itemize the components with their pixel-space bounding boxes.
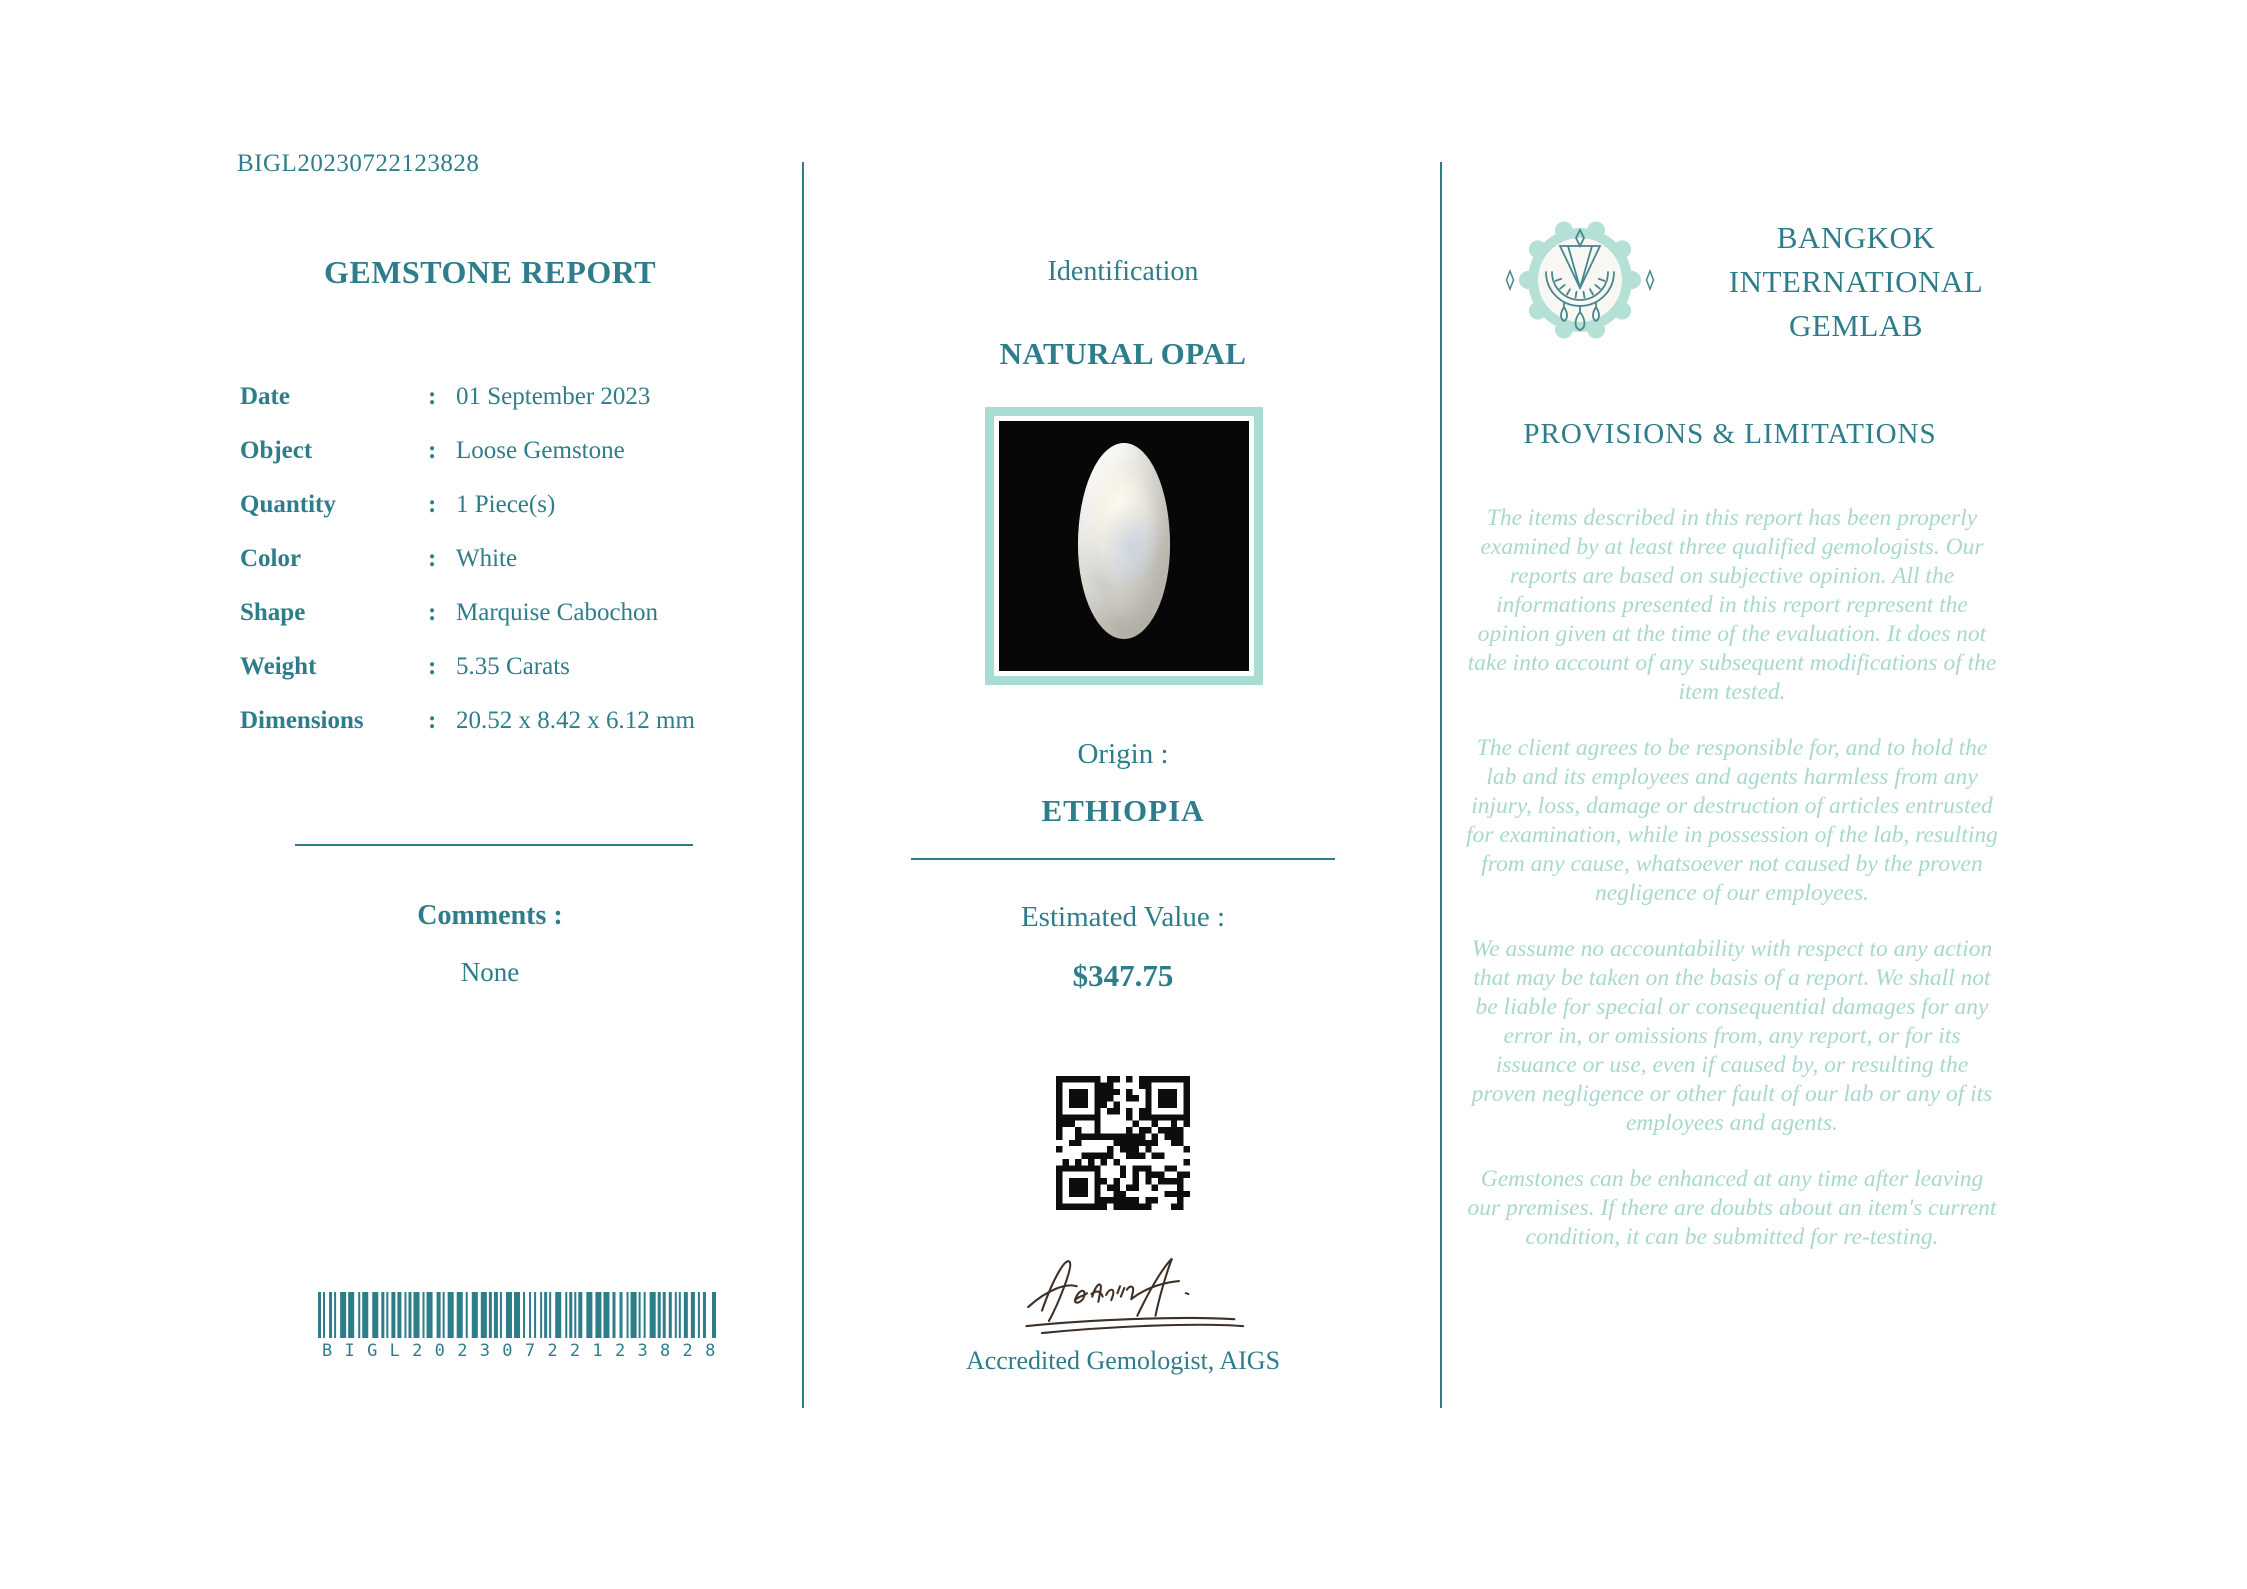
report-title: GEMSTONE REPORT <box>323 254 657 290</box>
field-label: Date <box>240 383 290 410</box>
lab-name-line: BANGKOK <box>1776 220 1936 255</box>
field-colon: : <box>428 653 437 680</box>
field-label: Shape <box>240 599 306 626</box>
field-value: 5.35 Carats <box>456 653 570 680</box>
barcode-bars <box>318 1292 716 1338</box>
identification-result: NATURAL OPAL <box>999 336 1247 371</box>
report-number: BIGL20230722123828 <box>237 150 480 177</box>
field-label: Object <box>240 437 313 464</box>
barcode <box>318 1292 728 1361</box>
barcode-text: BIGL20230722123828 <box>322 1341 728 1361</box>
field-label: Dimensions <box>240 707 364 734</box>
field-row-date <box>240 370 780 424</box>
field-row-shape <box>240 586 780 640</box>
gemologist-title: Accredited Gemologist, AIGS <box>965 1346 1281 1375</box>
field-value: 01 September 2023 <box>456 383 651 410</box>
provisions-paragraph: The items described in this report has been properly examined by at least three qualified gemologists. Our reports are based on subjective opinion. All the informations presented in this report represent the opinion given at the time of the evaluation. It does not take into account of any subsequent modifications of the item tested. <box>1467 505 1997 705</box>
field-row-dimensions <box>240 694 780 748</box>
estimated-value: $347.75 <box>1072 958 1174 993</box>
field-row-color <box>240 532 780 586</box>
field-value: White <box>456 545 518 572</box>
origin-label: Origin : <box>1077 738 1169 770</box>
field-label: Color <box>240 545 302 572</box>
provisions-paragraph: We assume no accountability with respect to any action that may be taken on the basis of a report. We shall not be liable for special or consequential damages for any error in, or omissions from, any report, or for its issuance or use, even if caused by, or resulting the proven negligence or other fault of our lab or any of its employees and agents. <box>1471 936 1993 1136</box>
field-colon: : <box>428 707 437 734</box>
field-row-quantity <box>240 478 780 532</box>
field-row-object <box>240 424 780 478</box>
provisions-paragraph: The client agrees to be responsible for, and to hold the lab and its employees and agents harmless from any injury, loss, damage or destruction of articles entrusted for examination, while in possession of the lab, resulting from any cause, whatsoever not caused by the proven negligence of our employees. <box>1466 735 1998 906</box>
field-colon: : <box>428 545 437 572</box>
lab-name-line: GEMLAB <box>1789 308 1923 343</box>
signature <box>1008 1236 1258 1340</box>
middle-section-divider <box>911 858 1335 860</box>
field-value: Marquise Cabochon <box>456 599 659 626</box>
field-row-weight <box>240 640 780 694</box>
qr-code <box>1056 1076 1190 1210</box>
comments-label: Comments : <box>417 900 563 931</box>
column-divider-left <box>802 162 804 1408</box>
lab-name-line: INTERNATIONAL <box>1728 264 1984 299</box>
field-colon: : <box>428 437 437 464</box>
lab-logo-badge <box>1500 200 1660 360</box>
lab-logo <box>1500 200 1660 360</box>
opal-image <box>1078 443 1170 639</box>
comments-value: None <box>460 957 520 987</box>
opal-sheen <box>1078 443 1170 639</box>
field-value: Loose Gemstone <box>456 437 625 464</box>
origin-value: ETHIOPIA <box>1041 793 1205 828</box>
signature-strokes <box>1008 1236 1258 1340</box>
qr-modules <box>1056 1076 1190 1210</box>
field-value: 1 Piece(s) <box>456 491 556 518</box>
field-colon: : <box>428 491 437 518</box>
gem-photo <box>985 407 1263 685</box>
field-label: Quantity <box>240 491 336 518</box>
left-section-divider <box>295 844 693 846</box>
estimated-value-label: Estimated Value : <box>1020 901 1226 933</box>
field-colon: : <box>428 383 437 410</box>
identification-heading: Identification <box>1047 256 1199 287</box>
gem-photo-background <box>1004 421 1244 661</box>
field-colon: : <box>428 599 437 626</box>
lab-name <box>1678 216 2034 348</box>
field-label: Weight <box>240 653 317 680</box>
provisions-title: PROVISIONS & LIMITATIONS <box>1523 418 1937 450</box>
provisions-text <box>1462 504 2002 1279</box>
column-divider-right <box>1440 162 1442 1408</box>
provisions-paragraph: Gemstones can be enhanced at any time after leaving our premises. If there are doubts about an item's current condition, it can be submitted for re-testing. <box>1467 1166 1997 1250</box>
field-value: 20.52 x 8.42 x 6.12 mm <box>456 707 695 734</box>
gem-attributes <box>240 370 780 748</box>
